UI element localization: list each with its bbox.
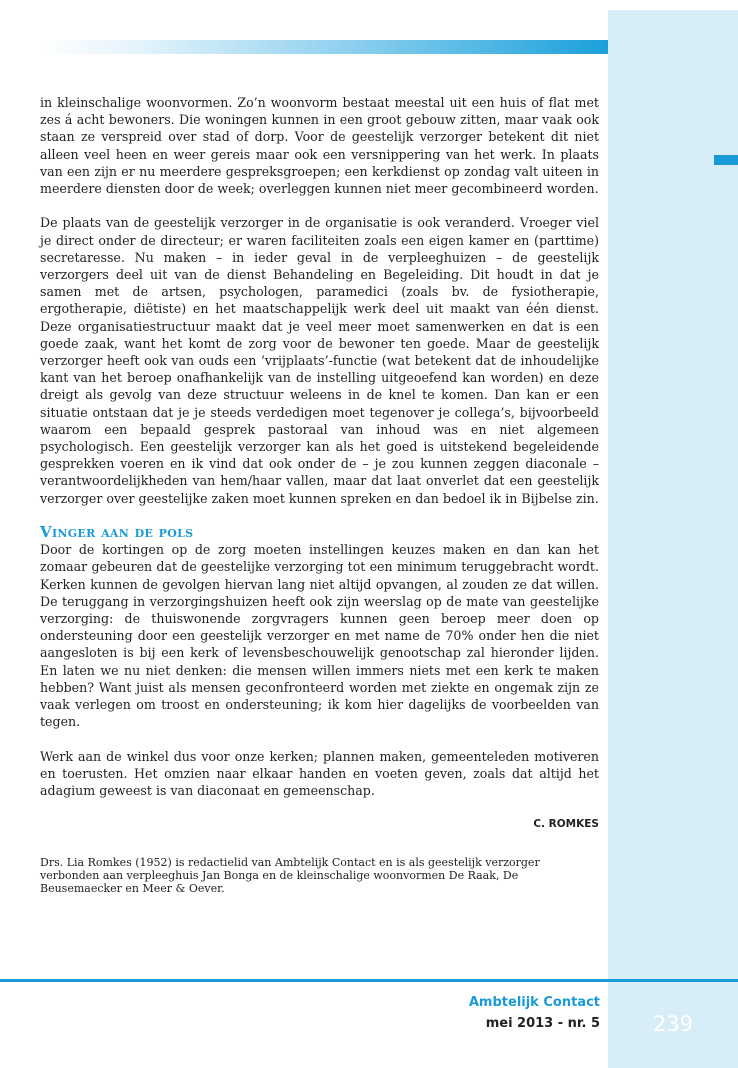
author-signature: C. ROMKES: [533, 818, 599, 831]
issue-label: mei 2013 - nr. 5: [485, 1016, 600, 1031]
side-tab-marker: [714, 155, 738, 165]
header-gradient-bar: [40, 40, 608, 54]
article-paragraph-2: De plaats van de geestelijk verzorger in de organisatie is ook veranderd. Vroeger viel je direct onder de directeur; er waren faciliteiten zoals een eigen kamer en (parttime) secretaresse. Nu maken – in ieder geval in de verpleeghuizen – de geestelijk verzorgers deel uit van de dienst Behandeling en Begeleiding. Dit houdt in dat je samen met de artsen, psychologen, paramedici (zoals bv. de fysiotherapie, ergotherapie, diëtiste) en het maatschappelijk werk deel uit maakt van één dienst. Deze organisatiestructuur maakt dat je veel meer moet samenwerken en dat is een goede zaak, want het komt de zorg voor de bewoner ten goede. Maar de geestelijk verzorger heeft ook van ouds een ‘vrijplaats’-functie (wat betekent dat de inhoudelijke kant van het beroep onafhankelijk van de instelling uitgeoefend kan worden) en deze dreigt als gevolg van deze structuur weleens in de knel te komen. Dan kan er een situatie ontstaan dat je je steeds verdedigen moet tegenover je collega’s, bijvoorbeeld waarom een bepaald gesprek pastoraal van inhoud was en niet algemeen psychologisch. Een geestelijk verzorger kan als het goed is uitstekend begeleidende gesprekken voeren en ik vind dat ook onder de – je zou kunnen zeggen diaconale – verantwoordelijkheden van hem/haar vallen, maar dat laat onverlet dat een geestelijk verzorger over geestelijke zaken moet kunnen spreken en dan bedoel ik in Bijbelse zin.: [40, 215, 599, 506]
side-band: [608, 10, 738, 1068]
section-heading: Vinger aan de pols: [40, 523, 194, 542]
magazine-title: Ambtelijk Contact: [468, 995, 600, 1010]
footer-divider: [0, 979, 738, 982]
article-paragraph-4: Werk aan de winkel dus voor onze kerken; plannen maken, gemeenteleden motiveren en toerusten. Het omzien naar elkaar handen en voeten geven, zoals dat altijd het adagium geweest is van diaconaat en gemeenschap.: [40, 748, 599, 799]
page-number: 239: [652, 1012, 694, 1036]
article-body: [40, 94, 599, 912]
article-paragraph-1: in kleinschalige woonvormen. Zo’n woonvorm bestaat meestal uit een huis of flat met zes á acht bewoners. Die woningen kunnen in een groot gebouw zitten, maar vaak ook staan ze verspreid over stad of dorp. Voor de geestelijk verzorger betekent dit niet alleen veel heen en weer gereis maar ook een versnippering van het werk. In plaats van een zijn er nu meerdere gespreksgroepen; een kerkdienst op zondag valt uiteen in meerdere diensten door de week; overleggen kunnen niet meer gecombineerd worden.: [40, 95, 599, 197]
article-paragraph-3: Door de kortingen op de zorg moeten instellingen keuzes maken en dan kan het zomaar gebeuren dat de geestelijke verzorging tot een minimum teruggebracht wordt. Kerken kunnen de gevolgen hiervan lang niet altijd opvangen, al zouden ze dat willen. De teruggang in verzorgingshuizen heeft ook zijn weerslag op de mate van geestelijke verzorging: de thuiswonende zorgvragers kunnen geen beroep meer doen op ondersteuning door een geestelijk verzorger en met name de 70% onder hen die niet aangesloten is bij een kerk of levensbeschouwelijk genootschap zal hieronder lijden. En laten we nu niet denken: die mensen willen immers niets met een kerk te maken hebben? Want juist als mensen geconfronteerd worden met ziekte en ongemak zijn ze vaak verlegen om troost en ondersteuning; ik kom hier dagelijks de voorbeelden van tegen.: [40, 542, 599, 730]
author-bio: Drs. Lia Romkes (1952) is redactielid van Ambtelijk Contact en is als geestelijk verzorger verbonden aan verpleeghuis Jan Bonga en de kleinschalige woonvormen De Raak, De Beusemaecker en Meer & Oever.: [40, 855, 540, 896]
